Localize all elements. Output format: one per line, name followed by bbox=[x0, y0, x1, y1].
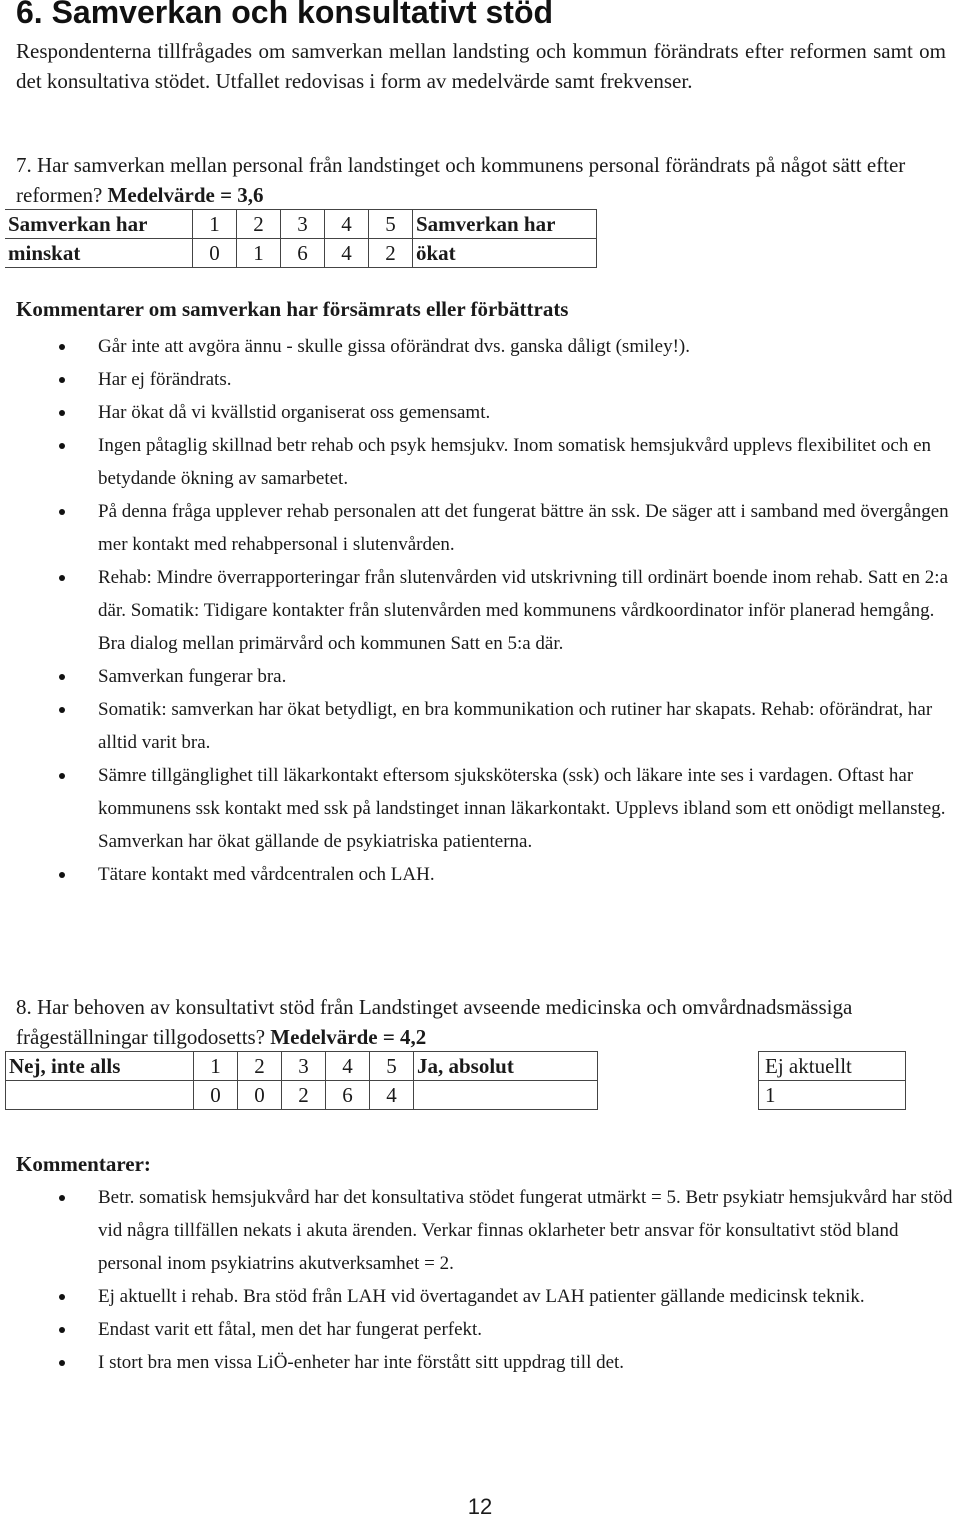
page-number: 12 bbox=[467, 1494, 493, 1519]
list-item: Endast varit ett fåtal, men det har fungerat perfekt. bbox=[98, 1313, 958, 1346]
q8-empty-cell bbox=[414, 1081, 598, 1110]
list-item: I stort bra men vissa LiÖ-enheter har inte förstått sitt uppdrag till det. bbox=[98, 1346, 958, 1379]
section-title: 6. Samverkan och konsultativt stöd bbox=[16, 0, 554, 30]
q7-scale-cell: 5 bbox=[369, 210, 413, 239]
list-item: Ej aktuellt i rehab. Bra stöd från LAH vid övertagandet av LAH patienter gällande medicinsk teknik. bbox=[98, 1280, 958, 1313]
q8-not-applicable-table bbox=[758, 1051, 906, 1110]
q7-right-label-bottom: ökat bbox=[413, 239, 597, 268]
list-item: Tätare kontakt med vårdcentralen och LAH. bbox=[98, 858, 958, 891]
q8-count-cell: 0 bbox=[194, 1081, 238, 1110]
q8-na-label: Ej aktuellt bbox=[759, 1052, 906, 1081]
q7-count-cell: 1 bbox=[237, 239, 281, 268]
q7-count-cell: 2 bbox=[369, 239, 413, 268]
q8-count-cell: 0 bbox=[238, 1081, 282, 1110]
list-item: Ingen påtaglig skillnad betr rehab och psyk hemsjukv. Inom somatisk hemsjukvård upplevs flexibilitet och en betydande ökning av samarbetet. bbox=[98, 429, 958, 495]
q8-left-label: Nej, inte alls bbox=[6, 1052, 194, 1081]
list-item: Samverkan fungerar bra. bbox=[98, 660, 958, 693]
q7-comments-heading: Kommentarer om samverkan har försämrats eller förbättrats bbox=[16, 297, 569, 321]
q7-count-cell: 6 bbox=[281, 239, 325, 268]
q7-scale-cell: 2 bbox=[237, 210, 281, 239]
q8-comments-heading: Kommentarer: bbox=[16, 1152, 151, 1176]
list-item: Går inte att avgöra ännu - skulle gissa oförändrat dvs. ganska dåligt (smiley!). bbox=[98, 330, 958, 363]
q7-scale-cell: 4 bbox=[325, 210, 369, 239]
list-item: Har ökat då vi kvällstid organiserat oss gemensamt. bbox=[98, 396, 958, 429]
question-7 bbox=[16, 150, 946, 210]
question-7-text: 7. Har samverkan mellan personal från landstinget och kommunens personal förändrats på något sätt efter reformen? bbox=[16, 153, 906, 207]
q8-scale-cell: 4 bbox=[326, 1052, 370, 1081]
q8-scale-cell: 5 bbox=[370, 1052, 414, 1081]
question-8 bbox=[16, 992, 946, 1052]
list-item: På denna fråga upplever rehab personalen att det fungerat bättre än ssk. De säger att i samband med övergången mer kontakt med rehabpersonal i slutenvården. bbox=[98, 495, 958, 561]
list-item: Sämre tillgänglighet till läkarkontakt eftersom sjuksköterska (ssk) och läkare inte ses i vardagen. Oftast har kommunens ssk kontakt med ssk på landstinget innan läkarkontakt. Upplevs ibland som ett onödigt mellansteg. Samverkan har ökat gällande de psykiatriska patienterna. bbox=[98, 759, 958, 858]
q8-count-cell: 4 bbox=[370, 1081, 414, 1110]
list-item: Betr. somatisk hemsjukvård har det konsultativa stödet fungerat utmärkt = 5. Betr psykiatr hemsjukvård har stöd vid några tillfällen nekats i akuta ärenden. Verkar finnas oklarheter betr ansvar för konsultativt stöd bland personal inom psykiatrins akutverksamhet = 2. bbox=[98, 1181, 958, 1280]
q8-scale-cell: 1 bbox=[194, 1052, 238, 1081]
q7-right-label-top: Samverkan har bbox=[413, 210, 597, 239]
q8-comments-list bbox=[58, 1181, 958, 1379]
list-item: Somatik: samverkan har ökat betydligt, en bra kommunikation och rutiner har skapats. Rehab: oförändrat, har alltid varit bra. bbox=[98, 693, 958, 759]
q7-left-label-bottom: minskat bbox=[5, 239, 193, 268]
q8-right-label: Ja, absolut bbox=[414, 1052, 598, 1081]
q7-count-cell: 4 bbox=[325, 239, 369, 268]
question-8-text: 8. Har behoven av konsultativt stöd från Landstinget avseende medicinska och omvårdnadsmässiga frågeställningar tillgodosetts? bbox=[16, 995, 853, 1049]
question-8-scale-table bbox=[5, 1051, 598, 1110]
q8-empty-cell bbox=[6, 1081, 194, 1110]
q8-scale-cell: 3 bbox=[282, 1052, 326, 1081]
q7-left-label-top: Samverkan har bbox=[5, 210, 193, 239]
q8-count-cell: 2 bbox=[282, 1081, 326, 1110]
list-item: Har ej förändrats. bbox=[98, 363, 958, 396]
q8-na-count: 1 bbox=[759, 1081, 906, 1110]
question-7-scale-table bbox=[5, 209, 597, 268]
q7-count-cell: 0 bbox=[193, 239, 237, 268]
q7-scale-cell: 3 bbox=[281, 210, 325, 239]
list-item: Rehab: Mindre överrapporteringar från slutenvården vid utskrivning till ordinärt boende inom rehab. Satt en 2:a där. Somatik: Tidigare kontakter från slutenvården med kommunens vårdkoordinator inför planerad hemgång. Bra dialog mellan primärvård och kommunen Satt en 5:a där. bbox=[98, 561, 958, 660]
q7-scale-cell: 1 bbox=[193, 210, 237, 239]
q8-scale-cell: 2 bbox=[238, 1052, 282, 1081]
question-8-mean: Medelvärde = 4,2 bbox=[270, 1025, 427, 1049]
question-7-mean: Medelvärde = 3,6 bbox=[107, 183, 264, 207]
intro-paragraph: Respondenterna tillfrågades om samverkan mellan landsting och kommun förändrats efter reformen samt om det konsultativa stödet. Utfallet redovisas i form av medelvärde samt frekvenser. bbox=[16, 39, 946, 93]
q7-comments-list bbox=[58, 330, 958, 891]
q8-count-cell: 6 bbox=[326, 1081, 370, 1110]
